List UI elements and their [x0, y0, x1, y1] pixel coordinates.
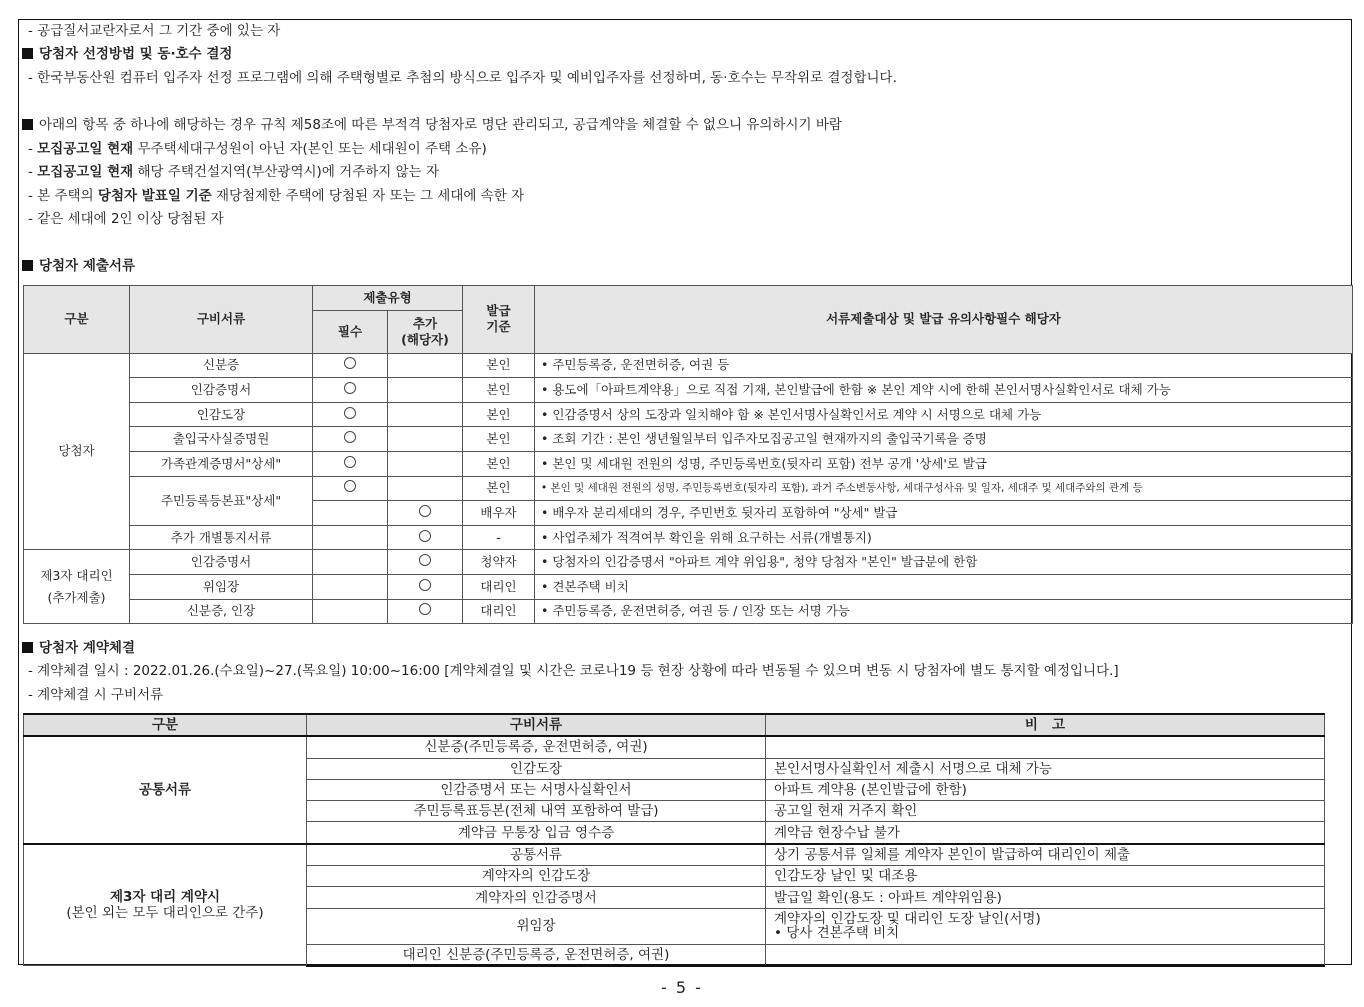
contract-heading: 당첨자 계약체결	[22, 639, 135, 657]
col-header-documents: 구비서류	[130, 286, 313, 354]
circle-mark-icon	[419, 530, 431, 542]
circle-mark-icon	[344, 357, 356, 369]
winner-documents-table	[23, 285, 1353, 624]
square-bullet-icon	[22, 642, 33, 653]
table-row: 제3자 대리 계약시 (본인 외는 모두 대리인으로 간주) 공통서류 상기 공통서류 일체를 계약자 본인이 발급하여 대리인이 제출	[24, 844, 1325, 866]
col-header-submit-type: 제출유형	[313, 286, 463, 311]
col-header-required: 필수	[313, 310, 388, 353]
circle-mark-icon	[419, 603, 431, 615]
table-row: 인감도장 본인 • 인감증명서 상의 도장과 일치해야 함 ※ 본인서명사실확인서로 계약 시 서명으로 대체 가능	[24, 402, 1353, 427]
warning-item: - 같은 세대에 2인 이상 당첨된 자	[28, 211, 224, 227]
col-header-basis: 발급 기준	[463, 286, 535, 354]
table-row: 위임장 대리인 • 견본주택 비치	[24, 574, 1353, 599]
col-header-documents: 구비서류	[307, 714, 766, 736]
table-row: 인감도장 본인서명사실확인서 제출시 서명으로 대체 가능	[24, 758, 1325, 779]
selection-text: - 한국부동산원 컴퓨터 입주자 선정 프로그램에 의해 주택형별로 추첨의 방식으로 입주자 및 예비입주자를 선정하며, 동·호수는 무작위로 결정합니다.	[28, 70, 897, 86]
square-bullet-icon	[22, 119, 33, 130]
col-header-category: 구분	[24, 714, 307, 736]
table-row: 공통서류 신분증(주민등록증, 운전면허증, 여권)	[24, 736, 1325, 758]
col-header-notes: 비 고	[766, 714, 1325, 736]
table-row: 가족관계증명서"상세" 본인 • 본인 및 세대원 전원의 성명, 주민등록번호(뒷자리 포함) 전부 공개 '상세'로 발급	[24, 451, 1353, 476]
warning-item: - 본 주택의 당첨자 발표일 기준 재당첨제한 주택에 당첨된 자 또는 그 세대에 속한 자	[28, 188, 525, 204]
table-row: 계약자의 인감증명서 발급일 확인(용도 : 아파트 계약위임용)	[24, 887, 1325, 908]
page-number: - 5 -	[661, 978, 703, 997]
table-row: 주민등록표등본(전체 내역 포함하여 발급) 공고일 현재 거주지 확인	[24, 801, 1325, 822]
col-header-category: 구분	[24, 286, 130, 354]
group-proxy: 제3자 대리인 (추가제출)	[24, 550, 130, 624]
table-row: 계약자의 인감도장 인감도장 날인 및 대조용	[24, 866, 1325, 887]
warning-item: - 모집공고일 현재 해당 주택건설지역(부산광역시)에 거주하지 않는 자	[28, 164, 440, 180]
square-bullet-icon	[22, 260, 33, 271]
col-header-additional: 추가 (해당자)	[388, 310, 463, 353]
table-row: 추가 개별통지서류 - • 사업주체가 적격여부 확인을 위해 요구하는 서류(개별통지)	[24, 525, 1353, 550]
circle-mark-icon	[419, 579, 431, 591]
table-row: 위임장 계약자의 인감도장 및 대리인 도장 날인(서명) • 당사 견본주택 비치	[24, 908, 1325, 944]
contract-documents-table	[23, 713, 1325, 967]
table-row: 제3자 대리인 (추가제출) 인감증명서 청약자 • 당첨자의 인감증명서 "아파트 계약 위임용", 청약 당첨자 "본인" 발급분에 한함	[24, 550, 1353, 575]
table-row: 인감증명서 또는 서명사실확인서 아파트 계약용 (본인발급에 한함)	[24, 779, 1325, 800]
intro-line: - 공급질서교란자로서 그 기간 중에 있는 자	[28, 23, 281, 39]
table-row: 출입국사실증명원 본인 • 조회 기간 : 본인 생년월일부터 입주자모집공고일 현재까지의 출입국기록을 증명	[24, 427, 1353, 452]
table-row: 대리인 신분증(주민등록증, 운전면허증, 여권)	[24, 944, 1325, 966]
table-row: 인감증명서 본인 • 용도에「아파트계약용」으로 직접 기재, 본인발급에 한함 ※ 본인 계약 시에 한해 본인서명사실확인서로 대체 가능	[24, 378, 1353, 403]
contract-docs-line: - 계약체결 시 구비서류	[28, 687, 164, 703]
circle-mark-icon	[344, 480, 356, 492]
contract-date-line: - 계약체결 일시 : 2022.01.26.(수요일)~27.(목요일) 10:00~16:00 [계약체결일 및 시간은 코로나19 등 현장 상황에 따라 변동될 수 있으며 변동 시 당첨자에 별도 통지할 예정입니다.]	[28, 663, 1119, 679]
circle-mark-icon	[419, 505, 431, 517]
group-common: 공통서류	[24, 736, 307, 843]
docs-heading: 당첨자 제출서류	[22, 257, 135, 275]
circle-mark-icon	[344, 431, 356, 443]
circle-mark-icon	[419, 554, 431, 566]
table-row: 계약금 무통장 입금 영수증 계약금 현장수납 불가	[24, 822, 1325, 844]
table-row: 배우자 • 배우자 분리세대의 경우, 주민번호 뒷자리 포함하여 "상세" 발급	[24, 501, 1353, 526]
table-row: 주민등록등본표"상세" 본인 • 본인 및 세대원 전원의 성명, 주민등록번호(뒷자리 포함), 과거 주소변동사항, 세대구성사유 및 일자, 세대주 및 세대주와의 관계 등	[24, 476, 1353, 501]
square-bullet-icon	[22, 48, 33, 59]
selection-heading: 당첨자 선정방법 및 동·호수 결정	[22, 45, 232, 63]
table-row: 신분증, 인장 대리인 • 주민등록증, 운전면허증, 여권 등 / 인장 또는 서명 가능	[24, 599, 1353, 624]
group-winner: 당첨자	[24, 353, 130, 550]
col-header-notes: 서류제출대상 및 발급 유의사항필수 해당자	[535, 286, 1353, 354]
circle-mark-icon	[344, 456, 356, 468]
table-row: 당첨자 신분증 본인 • 주민등록증, 운전면허증, 여권 등	[24, 353, 1353, 378]
circle-mark-icon	[344, 407, 356, 419]
group-proxy-contract: 제3자 대리 계약시 (본인 외는 모두 대리인으로 간주)	[24, 844, 307, 966]
warning-heading: 아래의 항목 중 하나에 해당하는 경우 규칙 제58조에 따른 부적격 당첨자로 명단 관리되고, 공급계약을 체결할 수 없으니 유의하시기 바람	[22, 116, 842, 134]
circle-mark-icon	[344, 382, 356, 394]
warning-item: - 모집공고일 현재 무주택세대구성원이 아닌 자(본인 또는 세대원이 주택 소유)	[28, 141, 487, 157]
